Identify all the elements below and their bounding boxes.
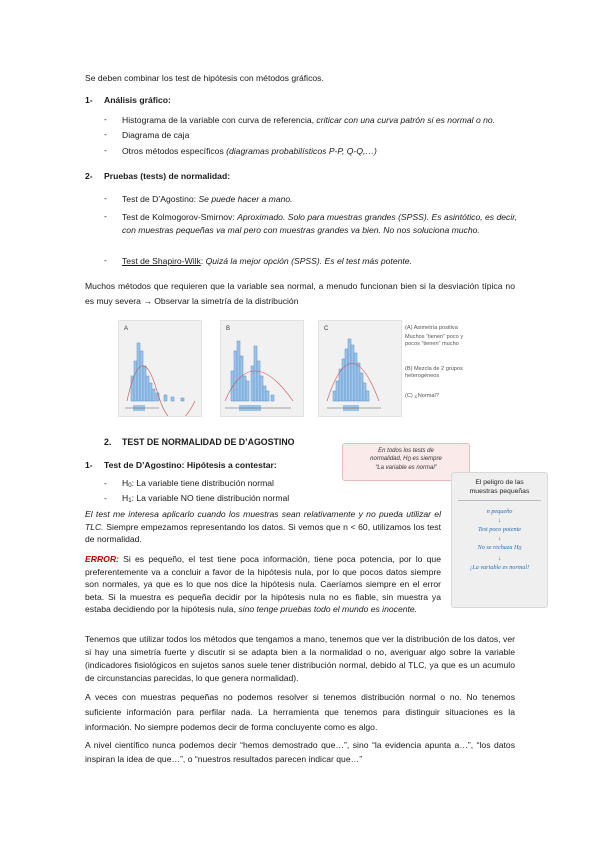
section1-title: Análisis gráfico: (104, 95, 171, 105)
intro-text: Se deben combinar los test de hipótesis con métodos gráficos. (85, 73, 324, 83)
bullet-dash: - (104, 129, 107, 139)
histogram-panel-c (318, 320, 402, 417)
list-item: Test de Shapiro-Wilk: Quizá la mejor opción (SPSS). Es el test más potente. (122, 256, 412, 266)
interesa-paragraph: El test me interesa aplicarlo cuando los muestras sean relativamente y no pueda utilizar el TLC. Siempre empezamos representando los datos. Si vemos que n < 60, utilizamos los test de normalidad. (85, 509, 441, 544)
histogram-panel-a (118, 320, 202, 417)
bullet-dash: - (104, 255, 107, 265)
legend-a: (A) Asimetría positiva (405, 325, 458, 331)
legend-b: (B) Mezcla de 2 grupos heterogéneos (405, 366, 463, 379)
step-conclusion: ¡La variable es normal! (469, 564, 530, 571)
hist-bars-c (333, 339, 369, 401)
list-item: Otros métodos específicos (diagramas probabilísticos P-P, Q-Q,…) (122, 146, 377, 156)
bullet-dash: - (104, 478, 107, 488)
error-paragraph: ERROR: Si es pequeño, el test tiene poca información, tiene poca potencia, por lo que preferentemente va a concluir a favor de la hipótesis nula, por lo que pocos datos siempre son normales, ya que es lo que nos dice la hipótesis nula. Caeríamos siempre en el error beta. Si la muestra es pequeña decidir por la hipótesis nula no es fiable, sin muestra ya estaba decidiendo por la hipótesis nula, sino tenge pruebas todo el mundo es inocente. (85, 554, 441, 614)
bullet-dash: - (104, 145, 107, 155)
dago-number: 1- (85, 460, 93, 470)
callout-line2: normalidad, H0 es siempre (370, 456, 442, 463)
bullet-dash: - (104, 114, 107, 124)
small-sample-panel (451, 472, 548, 608)
list-item: Test de D’Agostino: Se puede hacer a mano. (122, 194, 293, 204)
arrow-down-icon: ↓ (497, 555, 502, 562)
step-low-power: Test poco potente (477, 526, 522, 533)
dago-title: Test de D’Agostino: Hipótesis a contestar: (104, 460, 277, 470)
legend-a-note: Muchos “tienen” poco y pocos “tienen” mucho (405, 334, 464, 347)
histogram-b (221, 321, 303, 416)
bullet-dash: - (104, 211, 107, 221)
arrow-down-icon: ↓ (497, 517, 502, 524)
section2-title: Pruebas (tests) de normalidad: (104, 171, 231, 181)
muchos-paragraph: Muchos métodos que requieren que la variable sea normal, a menudo funcionan bien si la desviación típica no es muy severa → Observar la simetría de la distribución (85, 281, 515, 306)
arrow-down-icon: ↓ (497, 535, 502, 542)
heading2-title: TEST DE NORMALIDAD DE D’AGOSTINO (122, 437, 295, 447)
legend-c: (C) ¿Normal? (405, 393, 439, 399)
callout-line3: “La variable es normal” (375, 465, 437, 471)
histogram-c (319, 321, 401, 416)
section1-number: 1- (85, 95, 93, 105)
histogram-panel-b (220, 320, 304, 417)
aveces-paragraph: A veces con muestras pequeñas no podemos resolver si tenemos distribución normal o no. No tenemos suficiente información para perfilar nada. La herramienta que tenemos para distinguir situaciones es la información. No siempre podemos decir de forma concluyente como es algo. (85, 692, 515, 732)
list-item: Diagrama de caja (122, 130, 190, 140)
bullet-dash: - (104, 193, 107, 203)
panel-label-c: C (324, 326, 329, 332)
list-item: Test de Kolmogorov-Smirnov: Aproximado. Solo para muestras grandes (SPSS). Es asintótico, es decir, con muestras pequeñas va mal pero con muestras grandes va bien. No nos soluciona mucho. (122, 212, 518, 235)
bullet-dash: - (104, 493, 107, 503)
step-not-reject: No se rechaza H0 (477, 544, 522, 552)
histogram-a (119, 321, 201, 416)
h1-item: H1: La variable NO tiene distribución normal (122, 493, 290, 504)
step-small-n: n pequeño (486, 508, 513, 515)
section2-number: 2- (85, 171, 93, 181)
panel-label-b: B (226, 326, 231, 332)
heading2-number: 2. (104, 437, 112, 447)
h0-item: H0: La variable tiene distribución normal (122, 478, 274, 489)
nivel-paragraph: A nivel científico nunca podemos decir “hemos demostrado que…”, sino “la evidencia apunta a…”, “los datos inspiran la idea de que…”, o “nuestros resultados parecen indicar que…” (85, 740, 515, 764)
panel-title: El peligro de las muestras pequeñas (469, 479, 530, 495)
list-item: Histograma de la variable con curva de referencia, criticar con una curva patrón si es normal o no. (122, 115, 496, 125)
tenemos-paragraph: Tenemos que utilizar todos los métodos que tengamos a mano, tenemos que ver la distribución de los datos, ver si hay una simetría fuerte y discutir si se adapta bien a la normalidad o no, averiguar algo sobre la variable (indicadores fisiológicos en sujetos sanos suele tener distribución normal, debido al TLC, ya que es un acumulo de circunstancias parecidas, lo que genera normalidad). (85, 634, 515, 683)
panel-label-a: A (124, 326, 129, 332)
callout-line1: En todos los tests de (378, 448, 434, 454)
